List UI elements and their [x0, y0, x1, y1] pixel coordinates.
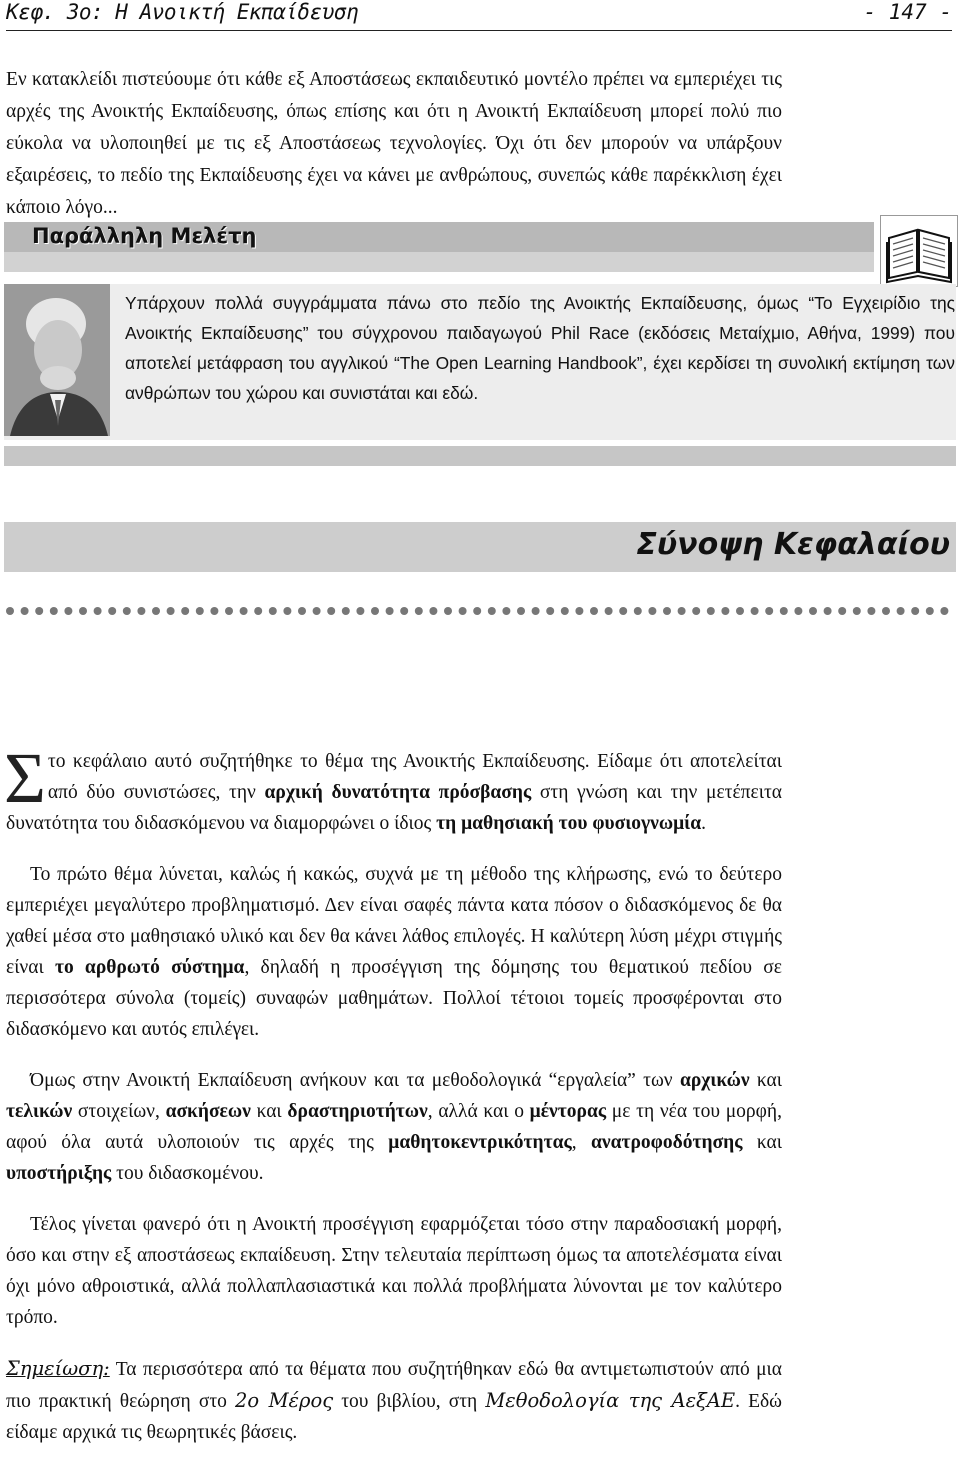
header-rule	[6, 30, 952, 31]
parallel-study-box	[4, 284, 956, 440]
chapter-title: Κεφ. 3ο: Η Ανοικτή Εκπαίδευση	[6, 0, 359, 24]
summary-paragraph-3: Όμως στην Ανοικτή Εκπαίδευση ανήκουν και τα μεθοδολογικά “εργαλεία” των αρχικών και τελικών στοιχείων, ασκήσεων και δραστηριοτήτων, αλλά και ο μέντορας με τη νέα του μορφή, αφού όλα αυτά υλοποιούν τις αρχές της μαθητοκεντρικότητας, ανατροφοδότησης και υποστήριξης του διδασκομένου.	[6, 1070, 783, 1184]
drop-cap: Σ	[4, 738, 46, 818]
note-paragraph: Σημείωση: Τα περισσότερα από τα θέματα που συζητήθηκαν εδώ θα αντιμετωπιστούν από μια πιο πρακτική θεώρηση στο 2ο Μέρος του βιβλίου, στη Μεθοδολογία της ΑεξΑΕ. Εδώ είδαμε αρχικά τις θεωρητικές βάσεις.	[6, 1357, 783, 1443]
page-number: - 147 -	[863, 0, 952, 24]
author-photo	[4, 284, 110, 436]
summary-paragraph-4: Τέλος γίνεται φανερό ότι η Ανοικτή προσέγγιση εφαρμόζεται τόσο στην παραδοσιακή μορφή, όσο και στην εξ αποστάσεως εκπαίδευση. Στην τελευταία περίπτωση όμως τα αποτελέσματα είναι όχι μόνο αθροιστικά, αλλά πολλαπλασιαστικά και πολλά προβλήματα λύνονται με τον καλύτερο τρόπο.	[6, 1214, 782, 1328]
page-header	[6, 0, 952, 30]
dotted-divider	[4, 604, 958, 618]
book-icon	[880, 215, 958, 287]
summary-body	[4, 738, 783, 1468]
summary-paragraph-2: Το πρώτο θέμα λύνεται, καλώς ή κακώς, συχνά με τη μέθοδο της κλήρωσης, ενώ το δεύτερο εμπεριέχει μεγαλύτερο προβληματισμό. Δεν είναι σαφές πάντα κατα πόσον ο διδασκόμενος δε θα χαθεί μέσα στο μαθησιακό υλικό και δεν θα κάνει λάθος επιλογές. Η καλύτερη λύση μέχρι στιγμής είναι το αρθρωτό σύστημα, δηλαδή η προσέγγιση της δόμησης του θεματικού πεδίου σε περισσότερα σύνολα (τομείς) συναφών μαθημάτων. Πολλοί τέτοιοι τομείς προσφέρονται στο διδασκόμενο και αυτός επιλέγει.	[6, 864, 782, 1040]
parallel-study-title: Παράλληλη Μελέτη	[32, 224, 257, 248]
parallel-study-bottom-bar	[4, 446, 956, 466]
summary-paragraph-1: Στο κεφάλαιο αυτό συζητήθηκε το θέμα της Ανοικτής Εκπαίδευσης. Είδαμε ότι αποτελείται από δύο συνιστώσες, την αρχική δυνατότητα πρόσβασης στη γνώση και την μετέπειτα δυνατότητα του διδασκόμενου να διαμορφώνει ο ίδιος τη μαθησιακή του φυσιογνωμία.	[4, 738, 782, 834]
note-label: Σημείωση:	[6, 1357, 110, 1380]
chapter-summary-bar	[4, 522, 956, 572]
intro-paragraph: Εν κατακλείδι πιστεύουμε ότι κάθε εξ Αποστάσεως εκπαιδευτικό μοντέλο πρέπει να εμπεριέχει τις αρχές της Ανοικτής Εκπαίδευσης, όπως επίσης και ότι η Ανοικτή Εκπαίδευση μπορεί πολύ πιο εύκολα να υλοποιηθεί με τις εξ Αποστάσεως τεχνολογίες. Όχι ότι δεν μπορούν να υπάρξουν εξαιρέσεις, το πεδίο της Εκπαίδευσης έχει να κάνει με ανθρώπους, συνεπώς κάθε παρέκκλιση έχει κάποιο λόγο...	[6, 69, 782, 218]
parallel-study-text: Υπάρχουν πολλά συγγράμματα πάνω στο πεδίο της Ανοικτής Εκπαίδευσης, όμως “Το Εγχειρίδιο της Ανοικτής Εκπαίδευσης” του σύγχρονου παιδαγωγού Phil Race (εκδόσεις Μεταίχμιο, Αθήνα, 1999) που αποτελεί μετάφραση του αγγλικού “The Open Learning Handbook”, έχει κερδίσει τη συνολική εκτίμηση των ανθρώπων του χώρου και συνιστάται και εδώ.	[125, 293, 955, 403]
parallel-study-bar	[4, 222, 874, 272]
chapter-summary-title: Σύνοψη Κεφαλαίου	[636, 527, 950, 562]
